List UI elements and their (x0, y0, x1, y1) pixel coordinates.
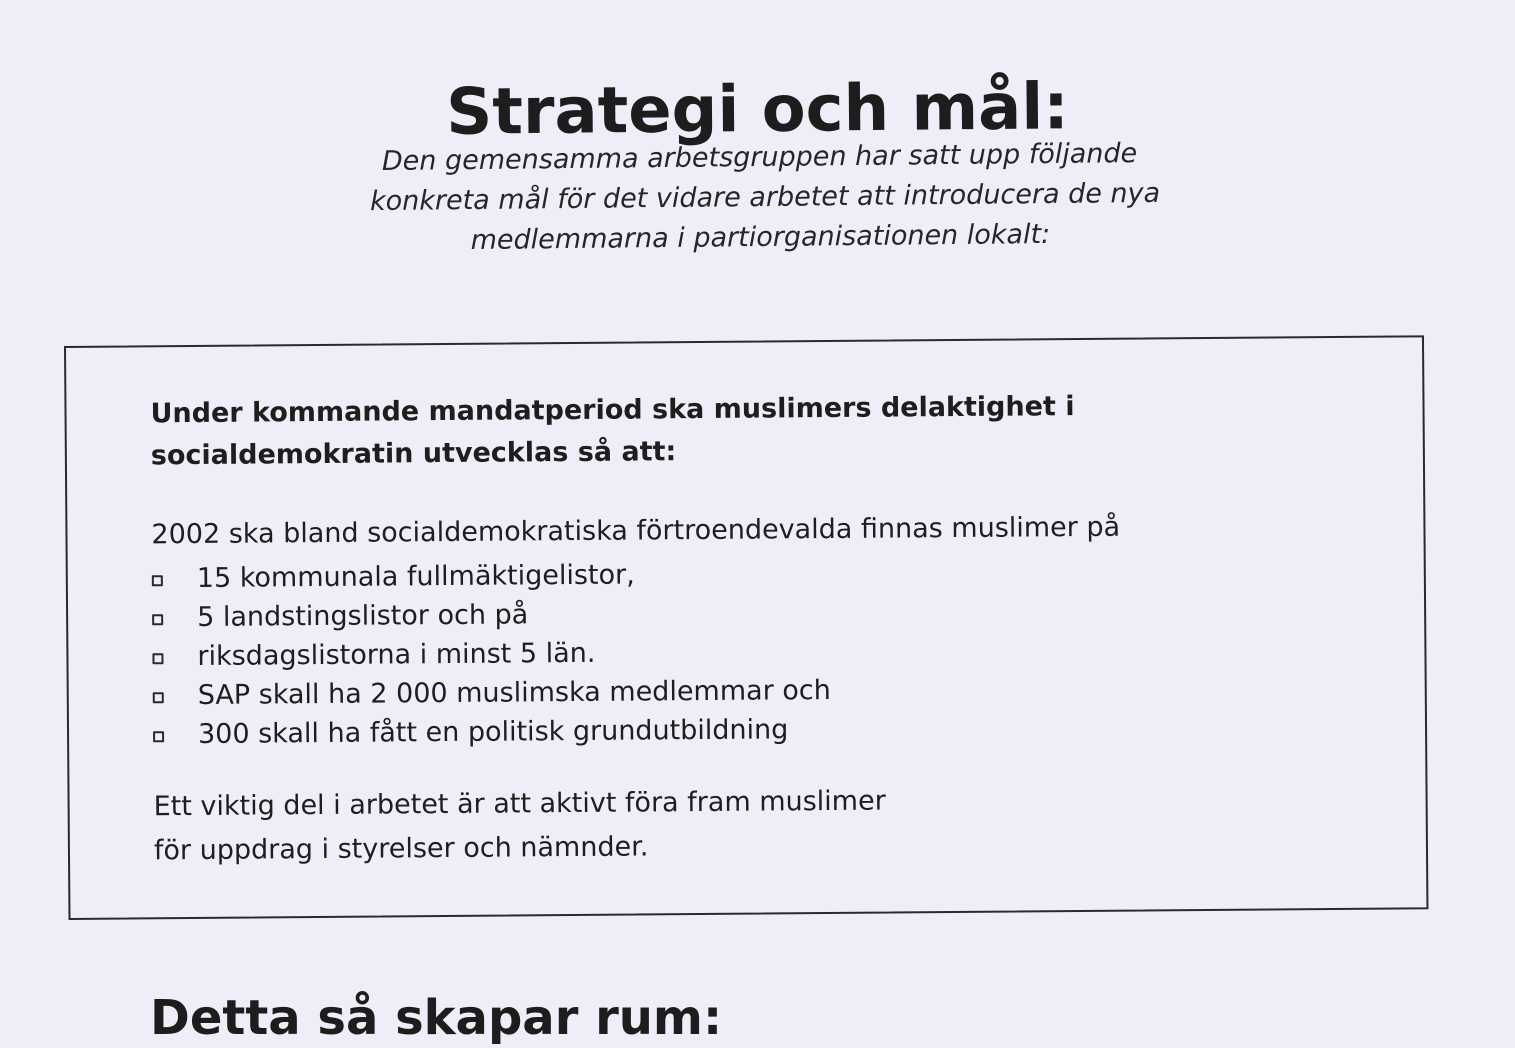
box-heading-line: Under kommande mandatperiod ska muslimers delaktighet i (150, 391, 1075, 430)
checkbox-bullet-icon (152, 653, 163, 664)
list-item-text: 5 landstingslistor och på (197, 599, 529, 633)
goals-list (152, 554, 832, 754)
goals-lead: 2002 ska bland socialdemokratiska förtroendevalda finnas muslimer på (151, 511, 1121, 551)
list-item (152, 632, 830, 676)
checkbox-bullet-icon (153, 692, 164, 703)
checkbox-bullet-icon (152, 575, 163, 586)
closing-paragraph (153, 780, 886, 874)
checkbox-bullet-icon (152, 614, 163, 625)
list-item (152, 554, 830, 598)
box-heading (150, 385, 1151, 477)
goals-box (64, 335, 1428, 920)
list-item (153, 710, 831, 754)
next-section-heading: Detta så skapar rum: (150, 990, 723, 1046)
list-item-text: SAP skall ha 2 000 muslimska medlemmar och (197, 674, 831, 711)
intro-paragraph (369, 134, 1161, 262)
intro-line: Den gemensamma arbetsgruppen har satt upp följande (381, 138, 1138, 177)
checkbox-bullet-icon (153, 731, 164, 742)
list-item (153, 671, 831, 715)
page-title: Strategi och mål: (445, 70, 1070, 150)
intro-line: medlemmarna i partiorganisationen lokalt: (470, 218, 1051, 257)
box-heading-line: socialdemokratin utvecklas så att: (150, 436, 677, 472)
closing-line: för uppdrag i styrelser och nämnder. (153, 831, 649, 867)
list-item-text: riksdagslistorna i minst 5 län. (197, 637, 596, 672)
list-item-text: 15 kommunala fullmäktigelistor, (196, 559, 635, 594)
list-item (152, 593, 830, 637)
closing-line: Ett viktig del i arbetet är att aktivt föra fram muslimer (153, 785, 886, 823)
intro-line: konkreta mål för det vidare arbetet att introducera de nya (369, 177, 1161, 218)
list-item-text: 300 skall ha fått en politisk grundutbildning (197, 714, 789, 750)
